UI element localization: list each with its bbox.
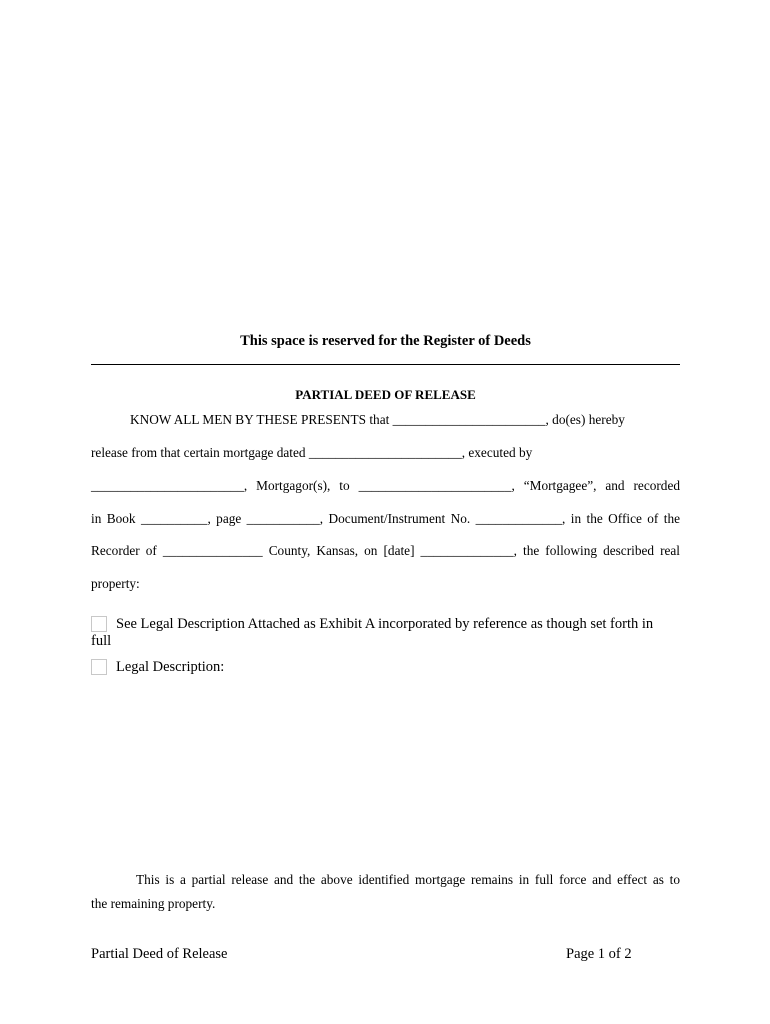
footer-page-number: Page 1 of 2 <box>566 946 632 962</box>
body-line-5: Recorder of _______________ County, Kansas, on [date] ______________, the following described real <box>91 543 680 558</box>
body-line-4: in Book __________, page ___________, Document/Instrument No. _____________, in the Office of the <box>91 511 680 526</box>
exhibit-a-label: See Legal Description Attached as Exhibit A incorporated by reference as though set forth in <box>116 616 654 632</box>
closing-line-1: This is a partial release and the above identified mortgage remains in full force and effect as to <box>136 872 680 887</box>
exhibit-a-label-continued: full <box>91 633 112 649</box>
body-line-6: property: <box>91 576 140 591</box>
body-line-3: _______________________, Mortgagor(s), to _______________________, “Mortgagee”, and recorded <box>91 478 680 493</box>
legal-description-checkbox[interactable] <box>91 659 107 675</box>
option-exhibit-a <box>91 616 680 650</box>
closing-paragraph <box>91 868 680 916</box>
exhibit-a-checkbox[interactable] <box>91 616 107 632</box>
body-line-1: KNOW ALL MEN BY THESE PRESENTS that _______________________, do(es) hereby <box>130 412 625 427</box>
closing-line-2: the remaining property. <box>91 896 216 911</box>
legal-description-label: Legal Description: <box>116 659 225 675</box>
document-title: PARTIAL DEED OF RELEASE <box>295 387 476 402</box>
register-of-deeds-heading: This space is reserved for the Register of Deeds <box>240 333 531 349</box>
footer-document-name: Partial Deed of Release <box>91 946 228 962</box>
register-divider-line <box>91 364 680 365</box>
body-line-2: release from that certain mortgage dated _______________________, executed by <box>91 445 533 460</box>
option-legal-description <box>91 659 680 676</box>
